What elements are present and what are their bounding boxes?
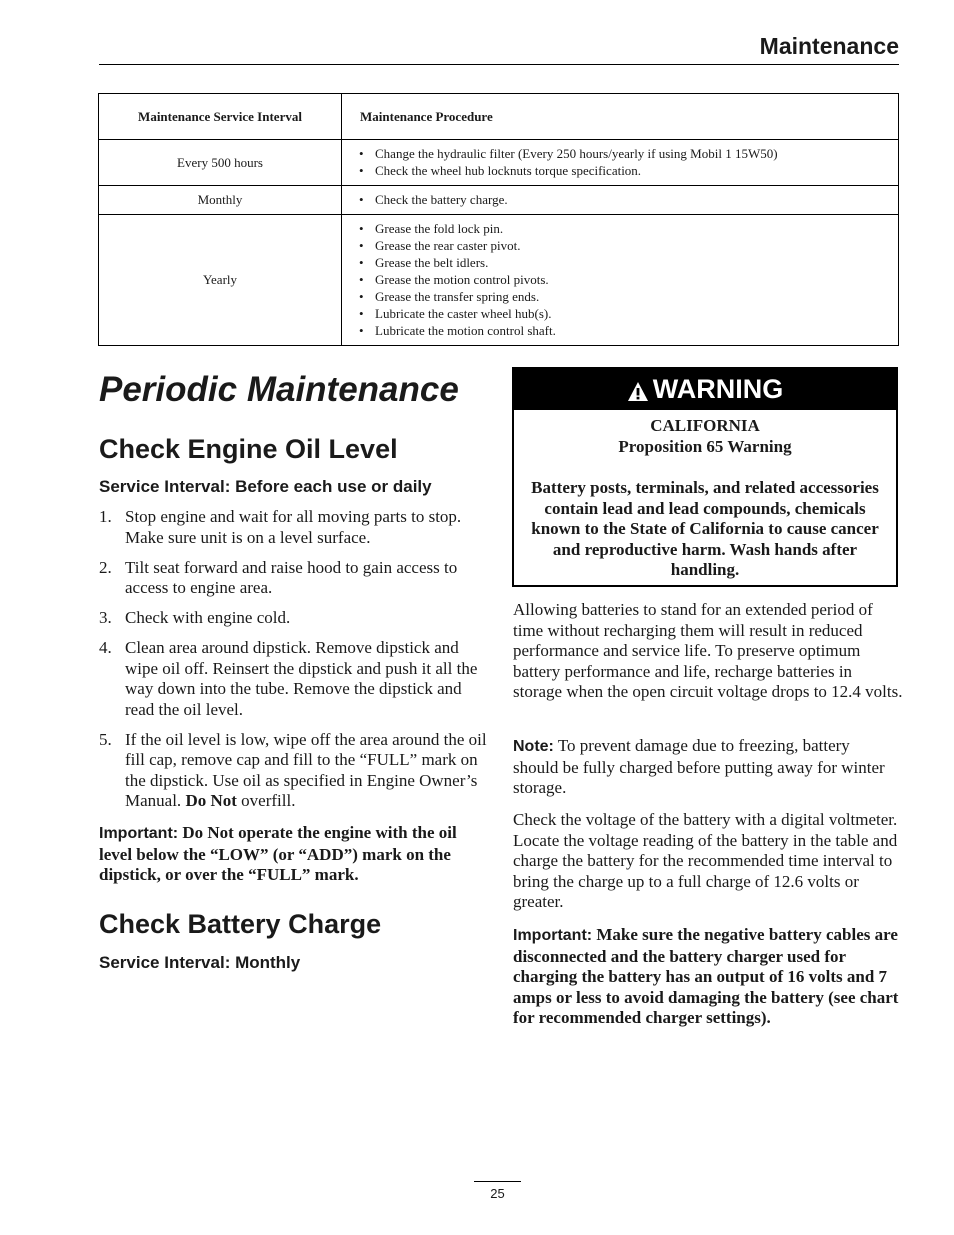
- page-number: 25: [490, 1186, 505, 1201]
- step-text-end: overfill.: [236, 791, 296, 810]
- important-text: Do Not operate the engine with the oil level below the “LOW” (or “ADD”) mark on the dipstick, or over the “FULL” mark.: [99, 823, 457, 884]
- table-header-row: [99, 94, 899, 140]
- column-header-interval: Maintenance Service Interval: [99, 94, 342, 140]
- battery-storage-paragraph: Allowing batteries to stand for an extended period of time without recharging them will result in reduced performance and service life. To preserve optimum battery performance and life, recharge batteries in storage when the open circuit voltage drops to 12.4 volts.: [513, 600, 903, 701]
- list-item: • Lubricate the caster wheel hub(s).: [359, 305, 890, 322]
- list-item: • Grease the rear caster pivot.: [359, 237, 890, 254]
- warning-triangle-icon: [627, 379, 649, 401]
- step-number: 2.: [99, 557, 112, 577]
- important-label: Important:: [513, 927, 593, 944]
- important-text: Make sure the negative battery cables are disconnected and the battery charger used for charging the battery has an output of 16 volts and 7 amps or less to avoid damaging the battery (see chart for recommended charger settings).: [513, 925, 899, 1027]
- warning-text: Battery posts, terminals, and related accessories contain lead and lead compounds, chemicals known to the State of California to cause cancer and reproductive harm. Wash hands after handling.: [531, 478, 879, 579]
- list-item: • Grease the motion control pivots.: [359, 271, 890, 288]
- step-number: 4.: [99, 638, 112, 657]
- list-item: [99, 507, 487, 548]
- list-item: [99, 558, 487, 599]
- step-text: If the oil level is low, wipe off the area around the oil fill cap, remove cap and fill to the “FULL” mark on the dipstick. Use oil as specified in Engine Owner’s Manual.: [125, 729, 487, 810]
- step-text: Check with engine cold.: [125, 608, 291, 627]
- list-item: • Change the hydraulic filter (Every 250 hours/yearly if using Mobil 1 15W50): [359, 145, 890, 162]
- engine-oil-service-interval: Service Interval: Before each use or daily: [99, 477, 432, 496]
- list-item: • Check the battery charge.: [359, 191, 890, 208]
- step-text: Clean area around dipstick. Remove dipstick and wipe oil off. Reinsert the dipstick and push it all the way down into the tube. Remove the dipstick and read the oil level.: [125, 638, 478, 719]
- important-label: Important:: [99, 825, 179, 842]
- page-title: Periodic Maintenance: [99, 370, 459, 409]
- maintenance-schedule-table: [98, 93, 899, 346]
- procedure-cell: [342, 215, 899, 346]
- battery-service-interval: Service Interval: Monthly: [99, 953, 301, 972]
- battery-important: [513, 925, 899, 1029]
- step-number: 5.: [99, 729, 112, 749]
- list-item: • Grease the belt idlers.: [359, 254, 890, 271]
- warning-line-proposition: Proposition 65 Warning: [618, 436, 792, 456]
- header-rule: [99, 64, 899, 65]
- table-row: [99, 140, 899, 186]
- section-title: Maintenance: [759, 33, 899, 59]
- page-number-rule: [474, 1181, 521, 1182]
- list-item: [99, 638, 487, 720]
- engine-oil-steps: [99, 507, 487, 821]
- step-text: Stop engine and wait for all moving parts to stop. Make sure unit is on a level surface.: [125, 507, 462, 547]
- engine-oil-heading: Check Engine Oil Level: [99, 434, 398, 464]
- interval-cell: Yearly: [99, 215, 342, 346]
- warning-line-california: CALIFORNIA: [650, 416, 760, 435]
- list-item: • Lubricate the motion control shaft.: [359, 322, 890, 339]
- note-text: To prevent damage due to freezing, battery should be fully charged before putting away for winter storage.: [513, 736, 885, 797]
- interval-cell: Every 500 hours: [99, 140, 342, 186]
- engine-oil-important: [99, 823, 485, 886]
- step-emphasis: Do Not: [185, 791, 237, 810]
- prop65-warning-box: [512, 367, 898, 587]
- list-item: • Grease the fold lock pin.: [359, 220, 890, 237]
- voltage-check-paragraph: Check the voltage of the battery with a digital voltmeter. Locate the voltage reading of the battery in the table and charge the battery for the recommended time interval to bring the charge up to a full charge of 12.6 volts or greater.: [513, 810, 898, 911]
- column-header-procedure: Maintenance Procedure: [342, 94, 899, 140]
- step-text: Tilt seat forward and raise hood to gain access to access to engine area.: [125, 557, 458, 597]
- procedure-list: [359, 191, 890, 208]
- note-label: Note:: [513, 738, 554, 755]
- list-item: • Grease the transfer spring ends.: [359, 288, 890, 305]
- battery-heading: Check Battery Charge: [99, 909, 382, 939]
- list-item: [99, 730, 487, 812]
- interval-cell: Monthly: [99, 186, 342, 215]
- warning-label: WARNING: [652, 374, 784, 404]
- warning-banner: [514, 369, 896, 410]
- table-row: [99, 186, 899, 215]
- table-row: [99, 215, 899, 346]
- procedure-list: [359, 145, 890, 179]
- step-number: 1.: [99, 507, 112, 526]
- procedure-list: [359, 220, 890, 339]
- warning-body: [514, 410, 896, 581]
- step-number: 3.: [99, 608, 112, 627]
- list-item: • Check the wheel hub locknuts torque specification.: [359, 162, 890, 179]
- procedure-cell: [342, 140, 899, 186]
- list-item: [99, 608, 487, 629]
- battery-note: [513, 736, 899, 799]
- procedure-cell: [342, 186, 899, 215]
